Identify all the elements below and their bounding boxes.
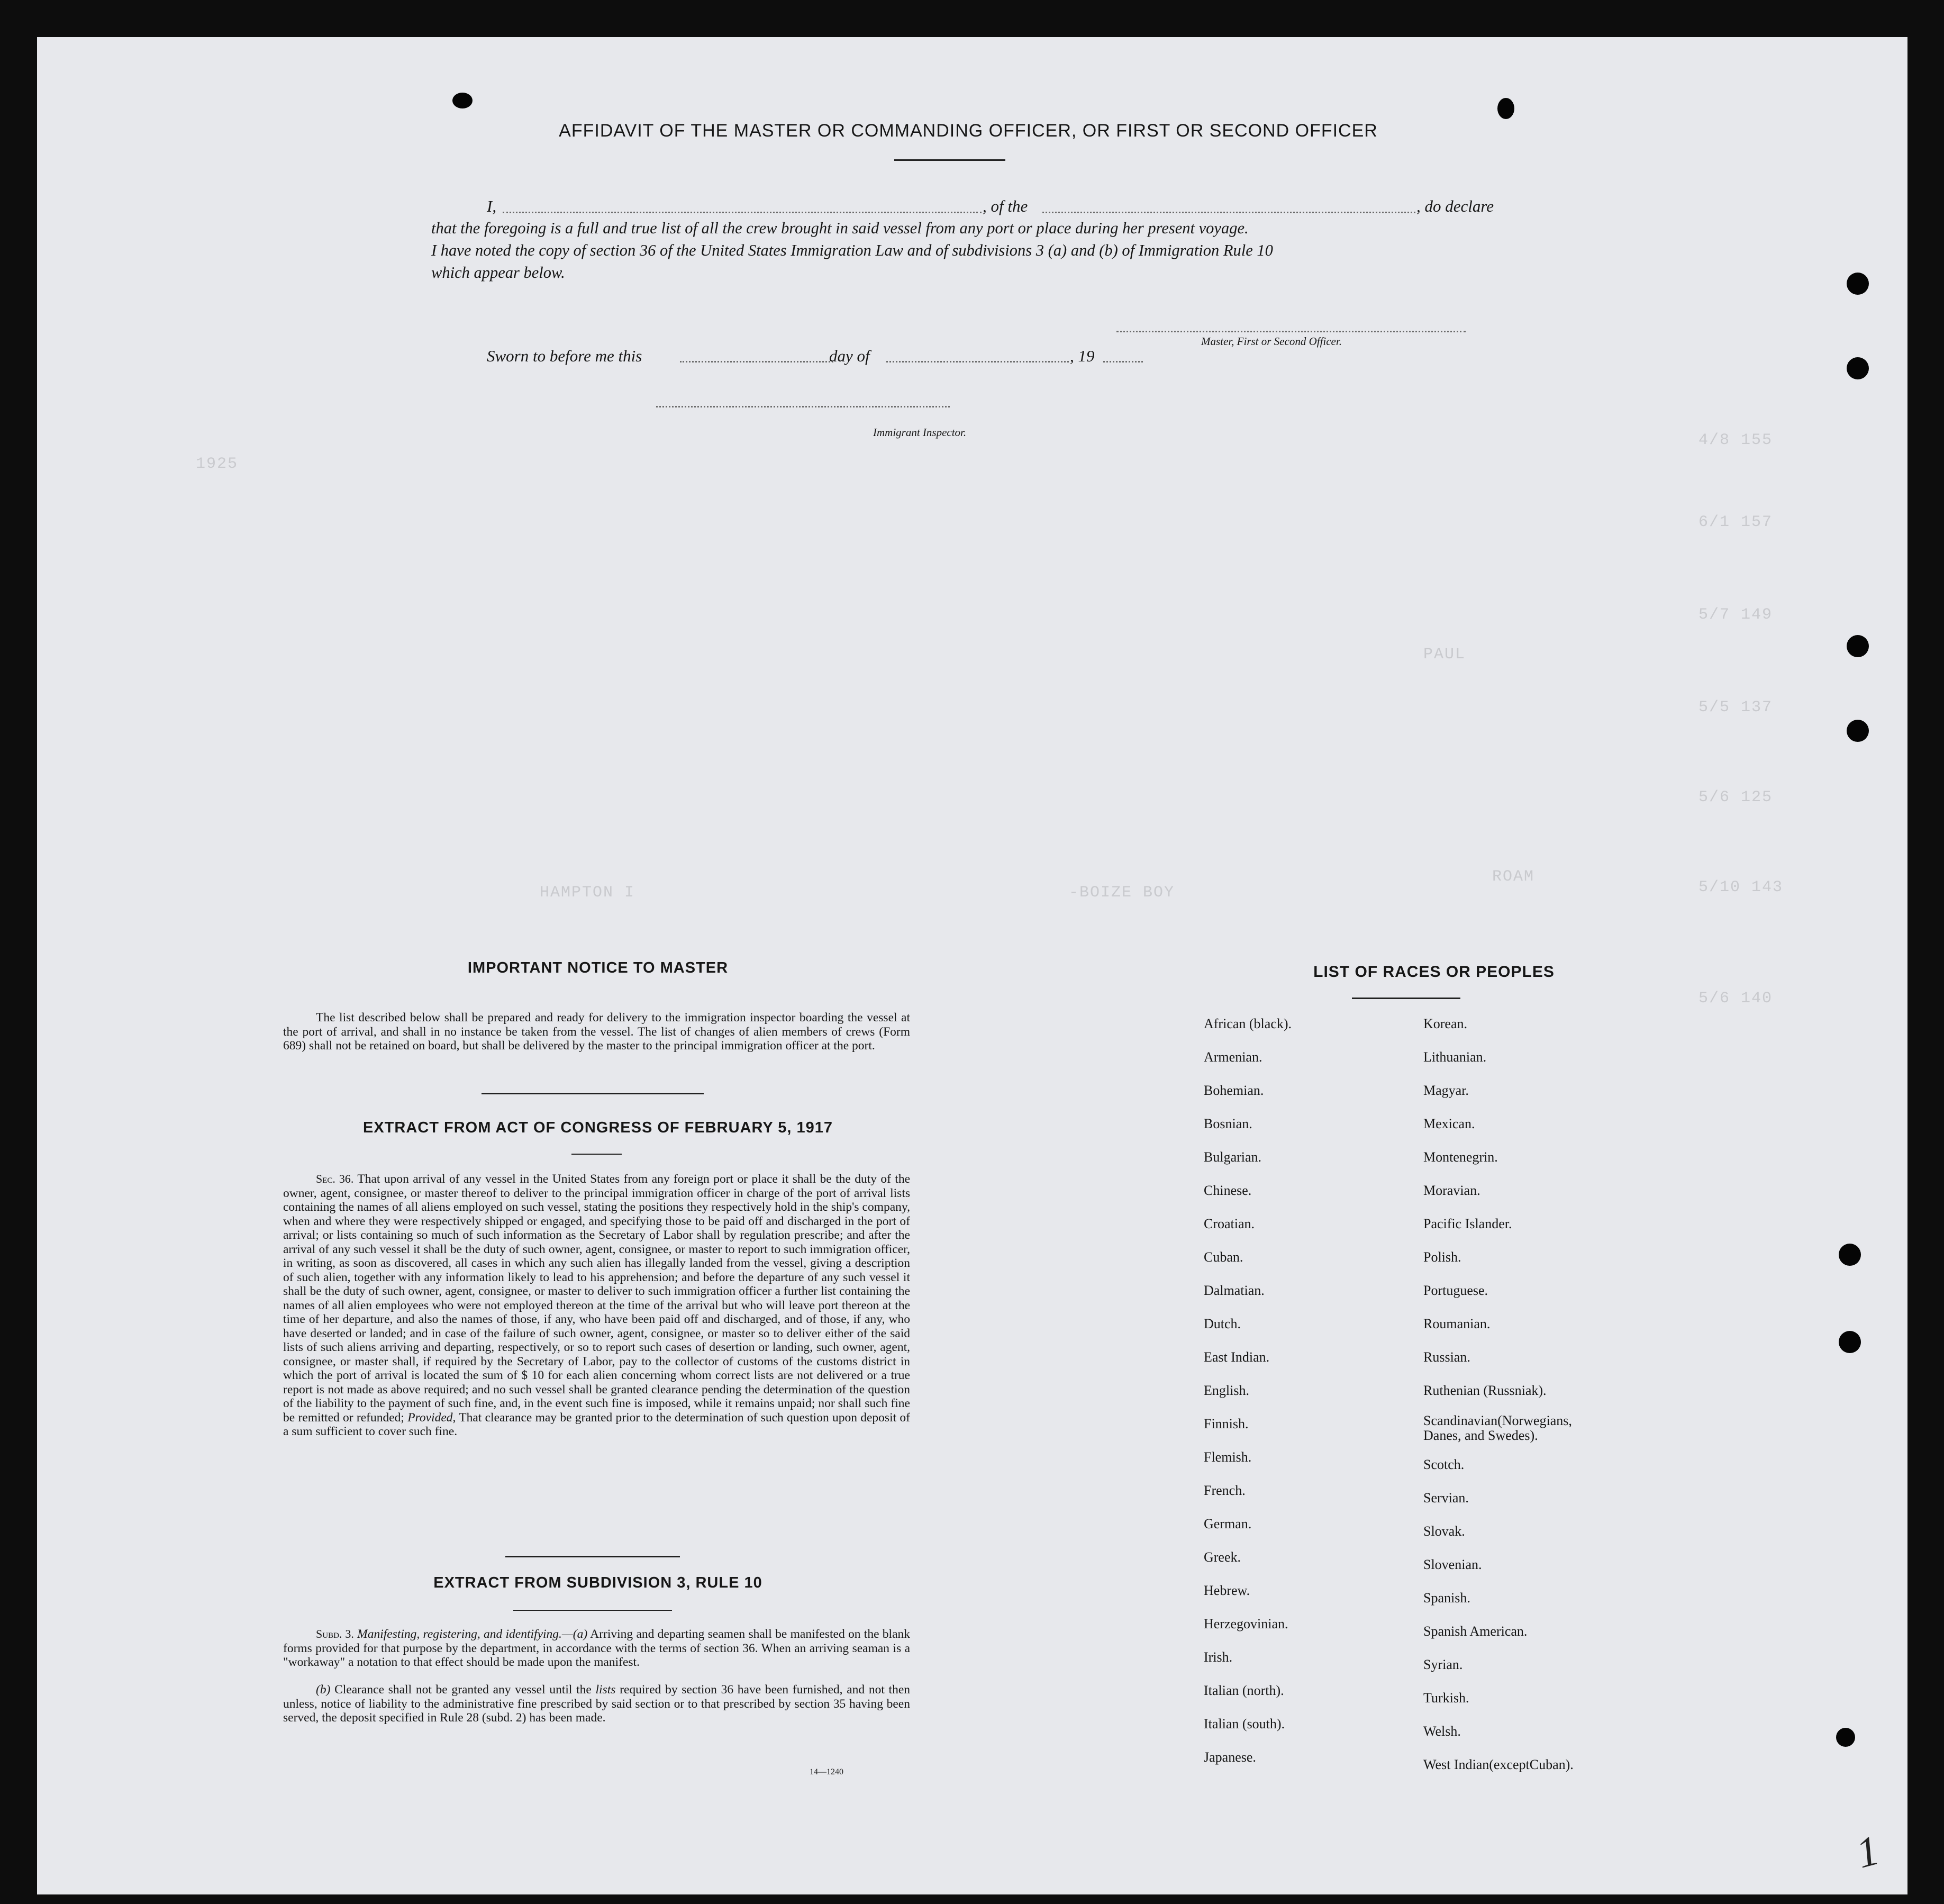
signature-blank-line (1116, 331, 1466, 332)
race-item: Chinese. (1204, 1183, 1252, 1198)
race-item: Scandinavian(Norwegians, (1423, 1413, 1572, 1428)
act-body-part1: That upon arrival of any vessel in the United States from any foreign port or place it shall be the duty of the owner, agent, consignee, or master thereof to deliver to the principal immigration officer in charge of the port of arrival lists containing the names of all aliens employed on such vessel, stating the positions they respectively hold in the ship's company, when and where they were respectively shipped or engaged, and specifying those to be paid off and discharged in the port of arrival; or lists containing so much of such information as the Secretary of Labor shall by regulation prescribe; and after the arrival of any such vessel it shall be the duty of such owner, agent, consignee, or master to report to such immigration officer, in writing, as soon as discovered, all cases in which any such alien has illegally landed from the vessel, giving a description of such alien, together with any information likely to lead to his apprehension; and before the departure of any such vessel it shall be the duty of such owner, agent, consignee, or master to deliver to such immigration officer a further list containing the names of all alien employees who were not employed thereon at the time of the arrival but who will leave port thereon at the time of her departure, and also the names of those, if any, who have been paid off and discharged, and of those, if any, who have deserted or landed; and in case of the failure of such owner, agent, consignee, or master so to deliver either of the said lists of such aliens arriving and departing, respectively, or so to report such cases of desertion or landing, such owner, agent, consignee, or master shall, if required by the Secretary of Labor, pay to the collector of customs of the customs district in which the port of arrival is located the sum of $ 10 for each alien concerning whom correct lists are not delivered or a true report is not made as above required; and no such vessel shall be granted clearance pending the determination of the question of the liability to the payment of such fine, and, in the event such fine is imposed, while it remains unpaid; nor shall such fine be remitted or refunded; (283, 1172, 911, 1425)
race-item: African (black). (1204, 1016, 1292, 1031)
race-item: East Indian. (1204, 1349, 1270, 1365)
act-sec-label: Sec. 36. (316, 1172, 354, 1185)
races-heading-underline (1352, 998, 1460, 999)
race-item: West Indian(exceptCuban). (1423, 1757, 1574, 1772)
race-item: Finnish. (1204, 1416, 1249, 1431)
race-item: Magyar. (1423, 1083, 1469, 1098)
inspector-caption: Immigrant Inspector. (873, 426, 967, 439)
race-item: Cuban. (1204, 1249, 1243, 1265)
race-item: Korean. (1423, 1016, 1468, 1031)
race-item: Portuguese. (1423, 1283, 1488, 1298)
race-item: Herzegovinian. (1204, 1616, 1288, 1631)
race-item: Slovak. (1423, 1524, 1465, 1539)
act-heading-underline (571, 1154, 622, 1155)
race-item: Danes, and Swedes). (1423, 1428, 1538, 1443)
handwritten-margin-mark: 1 (1851, 1827, 1884, 1878)
race-item: Spanish. (1423, 1590, 1470, 1606)
race-item: Croatian. (1204, 1216, 1255, 1231)
month-blank-line (886, 361, 1069, 362)
form-page: 4/8 155 6/1 157 5/7 149 5/5 137 5/6 125 5/10 143 5/6 140 ROAM PAUL -BOIZE BOY HAMPTON I 1925 AFFIDAVIT OF THE MASTER OR COMMANDING OFFICER, OR FIRST OR SECOND OFFICER I, , of the , do declare that the foregoing is a full and true list of all the crew brought in said vessel from any port or place during her present voyage. I have noted the copy of section 36 of the United States Immigration Law and of subdivisions 3 (a) and (b) of Immigration Rule 10 which appear below. Master, First or Second Officer. Sworn to before me this day of , 19 Immigrant Inspector. IMPORTANT NOTICE TO MASTER The list described below shall be prepared and ready for delivery to the immigration inspector boarding the vessel at the port of arrival, and shall in no instance be taken from the vessel. The list of changes of alien members of crews (Form 689) shall not be retained on board, but shall be delivered by the master to the principal immigration officer at the port. EXTRACT FROM ACT OF CONGRESS OF FEBRUARY 5, 1917 Sec. 36. That upon arrival of any vessel in the United States from any foreign port or place it shall be the duty of the owner, agent, consignee, or master thereof to deliver to the principal immigration officer in charge of the port of arrival lists containing the names of all aliens employed on such vessel, stating the positions they respectively hold in the ship's company, when and where they were respectively shipped or engaged, and specifying those to be paid off and discharged in the port of arrival; or lists containing so much of such information as the Secretary of Labor shall by regulation prescribe; and after the arrival of any such vessel it shall be the duty of such owner, agent, consignee, or master to report to such immigration officer, in writing, as soon as discovered, all cases in which any such alien has illegally landed from the vessel, giving a description of such alien, together with any information likely to lead to his apprehension; and before the departure of any such vessel it shall be the duty of such owner, agent, consignee, or master to deliver to such immigration officer a further list containing the names of all alien employees who were not employed thereon at the time of the arrival but who will leave port thereon at the time of her departure, and also the names of those, if any, who have been paid off and discharged, and of those, if any, who have deserted or landed; and in case of the failure of such owner, agent, consignee, or master so to deliver either of the said lists of such aliens arriving and departing, respectively, or so to report such cases of desertion or landing, such owner, agent, consignee, or master shall, if required by the Secretary of Labor, pay to the collector of customs of the customs district in which the port of arrival is located the sum of $ 10 for each alien concerning whom correct lists are not delivered or a true report is not made as above required; and no such vessel shall be granted clearance pending the determination of the question of the liability to the payment of such fine, and, in the event such fine is imposed, while it remains unpaid; nor shall such fine be remitted or refunded; Provided, That clearance may be granted prior to the determination of such question upon deposit of a sum sufficient to cover such fine. EXTRACT FROM SUBDIVISION 3, RULE 10 Subd. 3. Manifesting, registering, and identifying.—(a) Arriving and departing seamen shall be manifested on the blank forms provided for that purpose by the department, in accordance with the terms of section 36. When an arriving seaman is a "workaway" a notation to that effect should be made upon the manifest. (b) Clearance shall not be granted any vessel until the lists required by section 36 have been furnished, and not then unless, notice of liability to the administrative fine prescribed by said section or to that prescribed by section 35 having been served, the deposit specified in Rule 28 (subd. 2) has been made. 14—1240 LIST OF RACES OR PEOPLES African (black). Armenian. Bohemian. Bosnian. Bulgarian. Chinese. Croatian. Cuban. Dalmatian. Dutch. East Indian. English. Finnish. Flemish. French. German. Greek. Hebrew. Herzegovinian. Irish. Italian (north). Italian (south). Japanese. Korean. Lithuanian. Magyar. Mexican. Montenegrin. Moravian. Pacific Islander. Polish. Portuguese. Roumanian. Russian. Ruthenian (Russniak). Scandinavian(Norwegians, Danes, and Swedes). Scotch. Servian. Slovak. Slovenian. Spanish. Spanish American. Syrian. Turkish. Welsh. West Indian(exceptCuban). 1 (37, 37, 1907, 1894)
race-item: Italian (north). (1204, 1683, 1284, 1698)
vessel-blank-line (1042, 212, 1415, 213)
rule-subd-label: Subd. 3. (316, 1627, 354, 1640)
section-divider (505, 1556, 680, 1557)
day-of-label: day of (829, 347, 870, 365)
race-item: Spanish American. (1423, 1624, 1528, 1639)
punch-hole (1839, 1244, 1861, 1266)
sworn-label: Sworn to before me this (487, 347, 642, 365)
race-item: Bulgarian. (1204, 1149, 1262, 1165)
act-heading: EXTRACT FROM ACT OF CONGRESS OF FEBRUARY 5, 1917 (362, 1119, 833, 1136)
race-item: English. (1204, 1383, 1249, 1398)
race-item: Montenegrin. (1423, 1149, 1498, 1165)
title-underline (894, 159, 1005, 161)
race-item: Hebrew. (1204, 1583, 1250, 1598)
form-number: 14—1240 (810, 1767, 843, 1776)
race-item: Roumanian. (1423, 1316, 1491, 1331)
punch-hole (1847, 273, 1869, 295)
race-item: Syrian. (1423, 1657, 1463, 1672)
punch-hole (1836, 1728, 1855, 1747)
race-item: Moravian. (1423, 1183, 1480, 1198)
race-item: Scotch. (1423, 1457, 1465, 1472)
race-item: Irish. (1204, 1649, 1233, 1665)
rule-lists-word: lists (595, 1683, 616, 1697)
race-item: Mexican. (1423, 1116, 1475, 1131)
rule-subd-title: Manifesting, registering, and identifying.—(a) (357, 1627, 588, 1641)
race-item: Lithuanian. (1423, 1049, 1487, 1065)
race-item: Flemish. (1204, 1449, 1252, 1465)
inspector-blank-line (656, 406, 950, 407)
notice-body (283, 1011, 910, 1053)
signature-caption: Master, First or Second Officer. (1201, 335, 1342, 348)
affidavit-do-declare-label: , do declare (1416, 197, 1494, 215)
race-item: Italian (south). (1204, 1716, 1285, 1731)
race-item: Turkish. (1423, 1690, 1469, 1706)
punch-hole (1839, 1331, 1861, 1353)
act-body-part2: That clearance may be granted prior to the determination of such question upon deposit of a sum sufficient to cover such fine. (283, 1410, 910, 1438)
race-item: Greek. (1204, 1549, 1241, 1565)
race-item: Russian. (1423, 1349, 1470, 1365)
name-blank-line (503, 212, 982, 213)
race-item: Dalmatian. (1204, 1283, 1265, 1298)
rule-para-b-text-1: Clearance shall not be granted any vessel until the (334, 1683, 592, 1697)
notice-body-text: The list described below shall be prepared and ready for delivery to the immigration inspector boarding the vessel at the port of arrival, and shall in no instance be taken from the vessel. The list of changes of alien members of crews (Form 689) shall not be retained on board, but shall be delivered by the master to the principal immigration officer at the port. (283, 1011, 910, 1053)
punch-hole (1847, 635, 1869, 657)
affidavit-of-the-label: , of the (983, 197, 1028, 215)
punch-hole (452, 93, 473, 108)
race-item: Dutch. (1204, 1316, 1241, 1331)
race-item: Ruthenian (Russniak). (1423, 1383, 1547, 1398)
rule-heading-underline (513, 1610, 672, 1611)
year-blank-line (1103, 361, 1143, 362)
race-item: German. (1204, 1516, 1252, 1531)
rule-para-b (283, 1683, 910, 1725)
race-item: Welsh. (1423, 1724, 1461, 1739)
affidavit-title: AFFIDAVIT OF THE MASTER OR COMMANDING OFFICER, OR FIRST OR SECOND OFFICER (559, 121, 1378, 141)
year-prefix: , 19 (1070, 347, 1095, 365)
affidavit-i-label: I, (487, 197, 497, 215)
rule-heading: EXTRACT FROM SUBDIVISION 3, RULE 10 (433, 1574, 762, 1591)
race-item: Japanese. (1204, 1749, 1256, 1765)
rule-para-b-text-2: required by section 36 have been furnished, and not then unless, notice of liability to the administrative fine prescribed by said section or to that prescribed by section 35 having been served, the deposit specified in Rule 28 (subd. 2) has been made. (283, 1683, 911, 1725)
race-item: Bosnian. (1204, 1116, 1252, 1131)
race-item: Polish. (1423, 1249, 1461, 1265)
affidavit-line-3: I have noted the copy of section 36 of the United States Immigration Law and of subdivisions 3 (a) and (b) of Immigration Rule 10 (431, 241, 1273, 259)
rule-para-a-text: Arriving and departing seamen shall be manifested on the blank forms provided for that purpose by the department, in accordance with the terms of section 36. When an arriving seaman is a "workaway" a notation to that effect should be made upon the manifest. (283, 1627, 910, 1669)
day-blank-line (680, 361, 833, 362)
race-item: Servian. (1423, 1490, 1469, 1506)
affidavit-line-2: that the foregoing is a full and true list of all the crew brought in said vessel from any port or place during her present voyage. (431, 219, 1249, 237)
punch-hole (1847, 720, 1869, 742)
punch-hole (1847, 357, 1869, 379)
race-item: Bohemian. (1204, 1083, 1264, 1098)
act-body (283, 1172, 910, 1439)
section-divider (482, 1093, 704, 1094)
race-item: Slovenian. (1423, 1557, 1482, 1572)
rule-b-label: (b) (316, 1683, 331, 1697)
races-heading: LIST OF RACES OR PEOPLES (1313, 963, 1555, 981)
act-provided-label: Provided, (407, 1410, 456, 1425)
rule-para-a (283, 1627, 910, 1670)
race-item: Armenian. (1204, 1049, 1262, 1065)
punch-hole (1497, 98, 1514, 119)
notice-heading: IMPORTANT NOTICE TO MASTER (467, 959, 729, 976)
race-item: French. (1204, 1483, 1246, 1498)
race-item: Pacific Islander. (1423, 1216, 1512, 1231)
affidavit-line-4: which appear below. (431, 264, 565, 282)
